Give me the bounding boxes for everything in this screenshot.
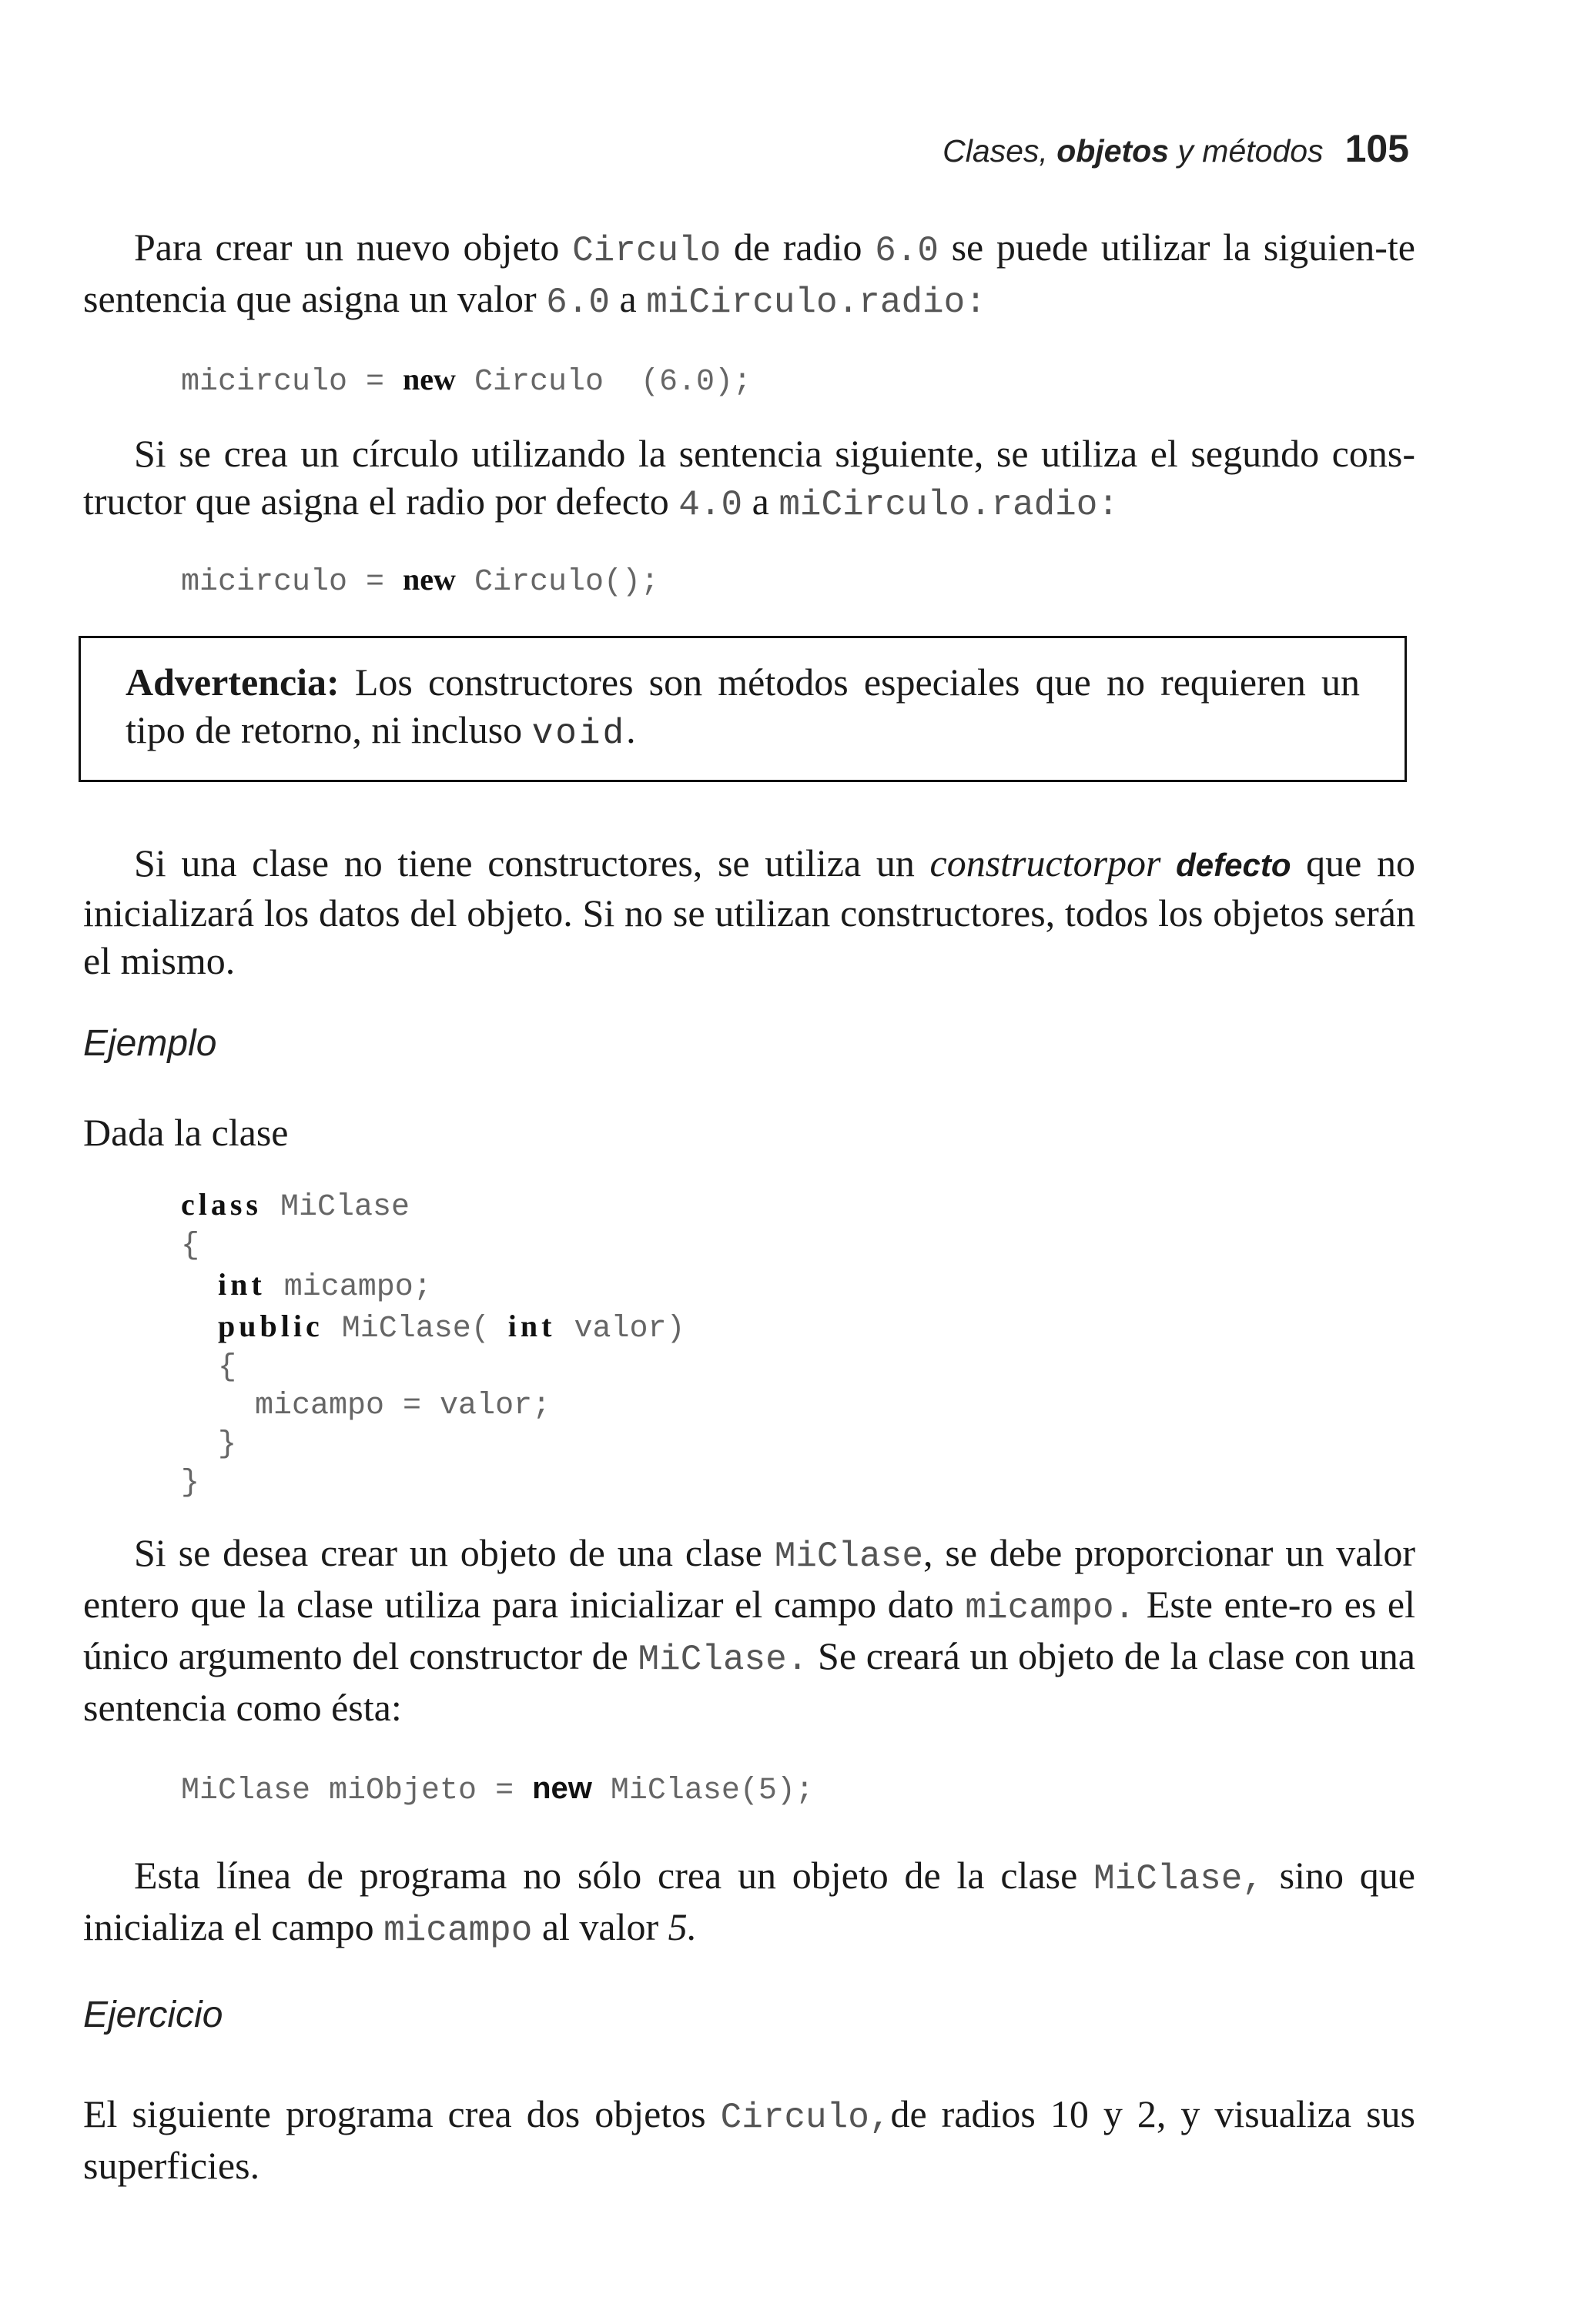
header-title-part1: Clases, (943, 133, 1057, 169)
paragraph-2: Si se crea un círculo utilizando la sentencia siguiente, se utiliza el segundo cons-tructor que asigna el radio por defecto 4.0 a miCirculo.radio: (83, 432, 1415, 525)
header-title-part2: objetos (1056, 133, 1170, 169)
code-snippet-class: class MiClase { int micampo; public MiClase( int valor) { micampo = valor; } } (181, 1187, 685, 1500)
header-title-part3: y métodos (1169, 133, 1324, 169)
paragraph-7: El siguiente programa crea dos objetos Circulo,de radios 10 y 2, y visualiza sus superficies. (83, 2092, 1415, 2187)
code-snippet-1: micirculo = new Circulo (6.0); (181, 362, 752, 400)
code-snippet-2: micirculo = new Circulo(); (181, 562, 659, 600)
section-heading-ejemplo: Ejemplo (83, 1023, 217, 1064)
page-number: 105 (1344, 127, 1409, 170)
paragraph-4: Dada la clase (83, 1111, 289, 1154)
paragraph-3: Si una clase no tiene constructores, se utiliza un constructorpor defecto que no inicializará los datos del objeto. Si no se utilizan constructores, todos los objetos serán el mismo. (83, 841, 1416, 982)
paragraph-1: Para crear un nuevo objeto Circulo de radio 6.0 se puede utilizar la siguien-te sentencia que asigna un valor 6.0 a miCirculo.radio: (83, 226, 1416, 323)
section-heading-ejercicio: Ejercicio (83, 1995, 223, 2035)
paragraph-5: Si se desea crear un objeto de una clase MiClase, se debe proporcionar un valor entero que la clase utiliza para inicializar el campo dato micampo. Este ente-ro es el único argumento del constructor de MiClase. Se creará un objeto de la clase con una sentencia como ésta: (83, 1531, 1415, 1729)
paragraph-6: Esta línea de programa no sólo crea un objeto de la clase MiClase, sino que inicializa el campo micampo al valor 5. (83, 1854, 1415, 1951)
warning-box: Advertencia: Los constructores son métodos especiales que no requieren un tipo de retorno, ni incluso void. (79, 636, 1407, 782)
warning-label: Advertencia: (126, 660, 340, 704)
code-snippet-3: MiClase miObjeto = new MiClase(5); (181, 1771, 814, 1808)
running-header (943, 126, 1409, 171)
